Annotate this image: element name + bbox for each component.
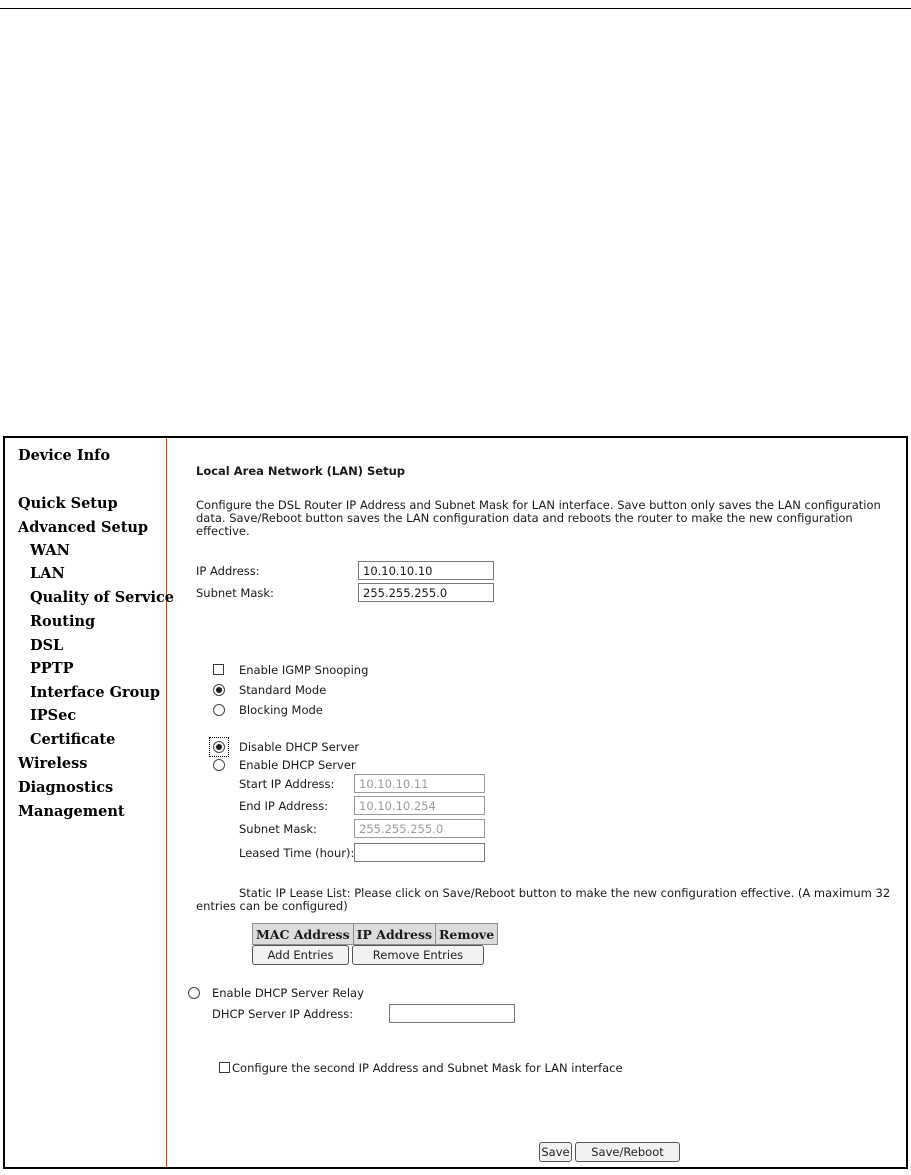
disable-dhcp-radio[interactable] [213,741,225,753]
ip-address-input[interactable] [358,561,494,580]
static-lease-table [252,923,498,945]
sidebar-item-certificate[interactable]: Certificate [30,731,116,748]
main-content [168,438,906,1167]
igmp-snooping-checkbox[interactable] [213,664,224,675]
dhcp-server-ip-label: DHCP Server IP Address: [212,1007,354,1021]
standard-mode-radio[interactable] [213,684,225,696]
sidebar-item-interface-group[interactable]: Interface Group [30,684,160,701]
ip-address-label: IP Address: [196,564,260,578]
sidebar-item-pptp[interactable]: PPTP [30,660,74,677]
dhcp-subnet-mask-label: Subnet Mask: [239,822,317,836]
save-reboot-button[interactable]: Save/Reboot [575,1142,680,1162]
dhcp-relay-label: Enable DHCP Server Relay [212,986,364,1000]
blocking-mode-label: Blocking Mode [239,703,323,717]
end-ip-label: End IP Address: [239,799,329,813]
blocking-mode-radio[interactable] [213,704,225,716]
leased-time-input[interactable] [354,843,485,862]
sidebar-item-ipsec[interactable]: IPSec [30,707,77,724]
static-lease-text: Static IP Lease List: Please click on Save/Reboot button to make the new configuration effective. (A maximum 32 entries can be configured) [196,886,891,913]
igmp-snooping-label: Enable IGMP Snooping [239,663,369,677]
sidebar-item-management[interactable]: Management [18,803,125,820]
router-config-frame [3,436,908,1169]
sidebar-item-routing[interactable]: Routing [30,613,96,630]
lease-table-header-row [253,924,498,945]
mac-address-header: MAC Address [253,924,354,945]
second-ip-checkbox[interactable] [219,1062,230,1073]
sidebar-item-wireless[interactable]: Wireless [18,755,88,772]
standard-mode-label: Standard Mode [239,683,327,697]
ip-address-header: IP Address [353,924,435,945]
end-ip-input[interactable] [354,796,485,815]
start-ip-input[interactable] [354,774,485,793]
sidebar-item-lan[interactable]: LAN [30,565,65,582]
remove-entries-button[interactable]: Remove Entries [352,945,484,965]
page-title: Local Area Network (LAN) Setup [196,464,406,478]
sidebar-item-dsl[interactable]: DSL [30,637,64,654]
sidebar-menu [5,438,175,1167]
sidebar-item-quality-of-service[interactable]: Quality of Service [30,589,175,606]
save-button[interactable]: Save [539,1142,572,1162]
sidebar-item-advanced-setup[interactable]: Advanced Setup [18,519,149,536]
add-entries-button[interactable]: Add Entries [252,945,349,965]
second-ip-label: Configure the second IP Address and Subnet Mask for LAN interface [232,1061,623,1075]
leased-time-label: Leased Time (hour): [239,846,355,860]
remove-header: Remove [436,924,498,945]
sidebar-item-wan[interactable]: WAN [30,542,70,559]
dhcp-subnet-mask-input[interactable] [354,819,485,838]
sidebar-item-device-info[interactable]: Device Info [18,447,111,464]
start-ip-label: Start IP Address: [239,777,335,791]
dhcp-relay-radio[interactable] [188,987,200,999]
sidebar-item-diagnostics[interactable]: Diagnostics [18,779,114,796]
subnet-mask-label: Subnet Mask: [196,586,274,600]
top-rule [0,8,911,9]
sidebar-item-quick-setup[interactable]: Quick Setup [18,495,118,512]
page-description: Configure the DSL Router IP Address and Subnet Mask for LAN interface. Save button only saves the LAN configuration data. Save/Reboot button saves the LAN configuration data and reboots the router to make the new configuration effective. [196,498,881,538]
subnet-mask-input[interactable] [358,583,494,602]
enable-dhcp-radio[interactable] [213,759,225,771]
enable-dhcp-label: Enable DHCP Server [239,758,356,772]
dhcp-server-ip-input[interactable] [389,1004,515,1023]
disable-dhcp-label: Disable DHCP Server [239,740,360,754]
